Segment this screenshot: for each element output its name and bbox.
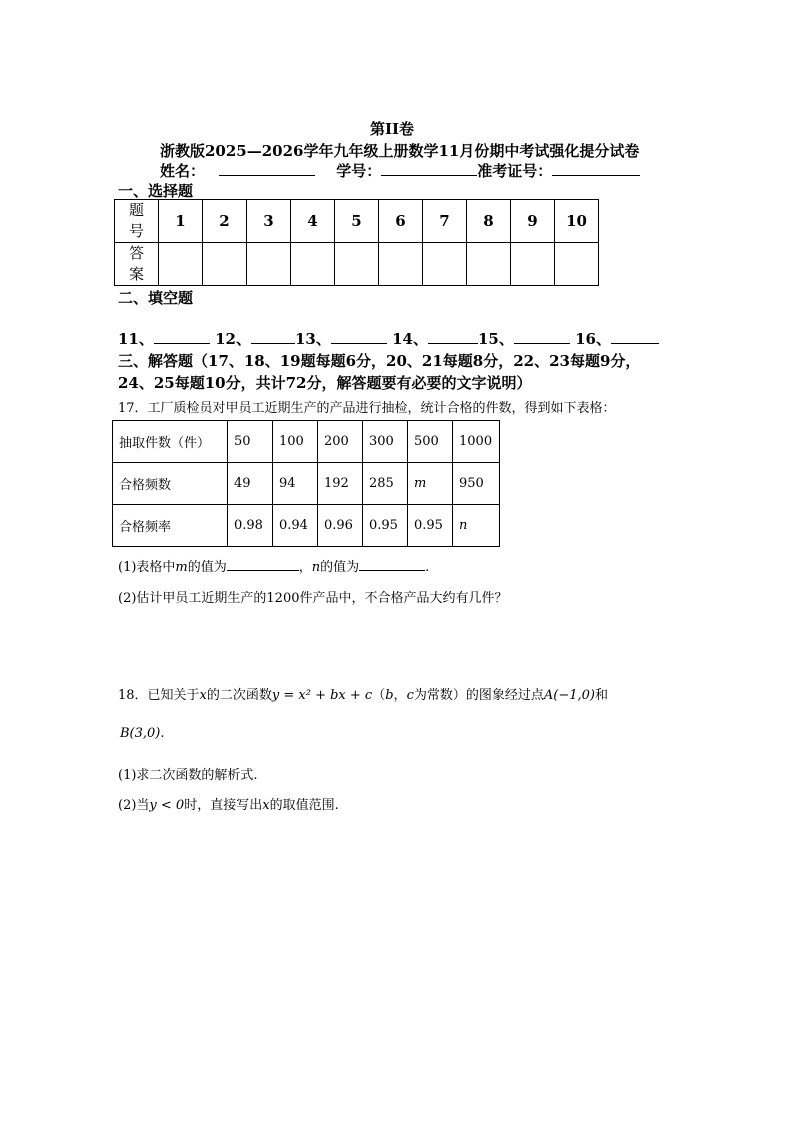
blank-15-label: 15、 xyxy=(477,330,514,348)
q17-table xyxy=(112,420,500,547)
question-number: 5 xyxy=(335,200,379,243)
condition-expr: y < 0 xyxy=(149,798,185,813)
info-line xyxy=(160,160,640,181)
q18-text: 为常数）的图象经过点 xyxy=(413,688,544,703)
var-n: n xyxy=(311,560,321,575)
blank-13-label: 13、 xyxy=(294,330,331,348)
blank-12-field[interactable] xyxy=(251,329,295,344)
table-cell: 100 xyxy=(273,421,318,463)
table-cell: 0.95 xyxy=(363,505,408,547)
q17-part2: (2)估计甲员工近期生产的1200件产品中，不合格产品大约有几件？ xyxy=(118,591,508,606)
table-cell: 192 xyxy=(318,463,363,505)
var-c: c xyxy=(406,688,414,703)
answer-header: 答 案 xyxy=(115,243,159,286)
section2-heading: 二、填空题 xyxy=(118,289,194,307)
var-m: m xyxy=(175,560,188,575)
answer-cell[interactable] xyxy=(335,243,379,286)
table-cell: 94 xyxy=(273,463,318,505)
answer-cell[interactable] xyxy=(467,243,511,286)
blank-12-label: 12、 xyxy=(215,330,251,348)
row-label: 合格频率 xyxy=(113,505,228,547)
var-x: x xyxy=(262,798,270,813)
var-x: x xyxy=(199,688,207,703)
q18-text: (2)当 xyxy=(118,798,150,813)
table-cell: 950 xyxy=(453,463,500,505)
student-no-field[interactable] xyxy=(381,161,477,176)
answer-grid-number-row xyxy=(115,200,599,243)
volume-label: 第II卷 xyxy=(370,120,415,138)
q18-text: 的取值范围. xyxy=(269,798,339,813)
table-cell: 50 xyxy=(228,421,273,463)
answer-cell[interactable] xyxy=(555,243,599,286)
blank-11-field[interactable] xyxy=(154,329,210,344)
answer-cell[interactable] xyxy=(379,243,423,286)
table-cell: 285 xyxy=(363,463,408,505)
blank-15-field[interactable] xyxy=(514,329,570,344)
question-number: 4 xyxy=(291,200,335,243)
table-row xyxy=(113,505,500,547)
q17-part1-text: ， xyxy=(298,560,312,575)
answer-cell[interactable] xyxy=(159,243,203,286)
q18-text: ， xyxy=(393,688,407,703)
answer-cell[interactable] xyxy=(291,243,335,286)
student-no-label: 学号： xyxy=(336,162,382,180)
q18-text: . xyxy=(160,726,165,741)
n-answer-field[interactable] xyxy=(359,556,425,571)
q18-stem-line1 xyxy=(118,684,608,703)
table-cell: n xyxy=(453,505,500,547)
answer-cell[interactable] xyxy=(423,243,467,286)
q18-text: 18．已知关于 xyxy=(118,688,200,703)
q18-part1: (1)求二次函数的解析式. xyxy=(118,768,258,783)
section1-heading: 一、选择题 xyxy=(118,182,194,200)
answer-cell[interactable] xyxy=(511,243,555,286)
q18-text: 时，直接写出 xyxy=(184,798,263,813)
exam-title: 浙教版2025—2026学年九年级上册数学11月份期中考试强化提分试卷 xyxy=(160,142,640,160)
question-number: 3 xyxy=(247,200,291,243)
q18-part2 xyxy=(118,794,339,813)
q18-text: 和 xyxy=(594,688,608,703)
answer-grid xyxy=(114,199,599,286)
table-cell: 0.95 xyxy=(408,505,453,547)
point-b: B(3,0) xyxy=(120,726,161,741)
table-cell: m xyxy=(408,463,453,505)
table-cell: 49 xyxy=(228,463,273,505)
table-cell: 1000 xyxy=(453,421,500,463)
question-number: 6 xyxy=(379,200,423,243)
table-cell: 0.94 xyxy=(273,505,318,547)
q17-stem: 17．工厂质检员对甲员工近期生产的产品进行抽检，统计合格的件数，得到如下表格： xyxy=(118,401,616,416)
answer-cell[interactable] xyxy=(247,243,291,286)
row-label: 合格频数 xyxy=(113,463,228,505)
blank-16-field[interactable] xyxy=(611,329,659,344)
table-cell: 0.98 xyxy=(228,505,273,547)
question-number: 2 xyxy=(203,200,247,243)
var-b: b xyxy=(385,688,394,703)
question-number: 7 xyxy=(423,200,467,243)
question-number: 10 xyxy=(555,200,599,243)
m-answer-field[interactable] xyxy=(227,556,299,571)
question-no-header: 题 号 xyxy=(115,200,159,243)
table-cell: 0.96 xyxy=(318,505,363,547)
quadratic-function: y = x² + bx + c xyxy=(271,688,373,703)
fill-blank-line xyxy=(118,328,659,349)
question-number: 1 xyxy=(159,200,203,243)
row-label: 抽取件数（件） xyxy=(113,421,228,463)
q18-stem-line2 xyxy=(120,726,165,741)
question-number: 9 xyxy=(511,200,555,243)
blank-11-label: 11、 xyxy=(118,330,154,348)
table-row xyxy=(113,463,500,505)
q17-part1-text: (1)表格中 xyxy=(118,560,176,575)
blank-14-field[interactable] xyxy=(428,329,478,344)
blank-16-label: 16、 xyxy=(575,330,611,348)
exam-no-field[interactable] xyxy=(552,161,640,176)
q17-part1-text: 的值为 xyxy=(320,560,360,575)
name-label: 姓名： xyxy=(160,162,206,180)
answer-cell[interactable] xyxy=(203,243,247,286)
table-cell: 500 xyxy=(408,421,453,463)
q17-part1 xyxy=(118,556,429,575)
table-cell: 200 xyxy=(318,421,363,463)
section3-heading-line1: 三、解答题（17、18、19题每题6分，20、21每题8分，22、23每题9分， xyxy=(118,352,641,370)
question-number: 8 xyxy=(467,200,511,243)
answer-grid-answer-row xyxy=(115,243,599,286)
table-row xyxy=(113,421,500,463)
section3-heading-line2: 24、25每题10分，共计72分，解答题要有必要的文字说明） xyxy=(118,374,532,392)
exam-no-label: 准考证号： xyxy=(477,162,553,180)
point-a: A(−1,0) xyxy=(543,688,595,703)
blank-14-label: 14、 xyxy=(392,330,428,348)
table-cell: 300 xyxy=(363,421,408,463)
q18-text: （ xyxy=(372,688,386,703)
blank-13-field[interactable] xyxy=(331,329,387,344)
q17-part1-text: . xyxy=(425,560,430,575)
q17-part1-text: 的值为 xyxy=(187,560,227,575)
name-field[interactable] xyxy=(219,161,315,176)
q18-text: 的二次函数 xyxy=(206,688,272,703)
